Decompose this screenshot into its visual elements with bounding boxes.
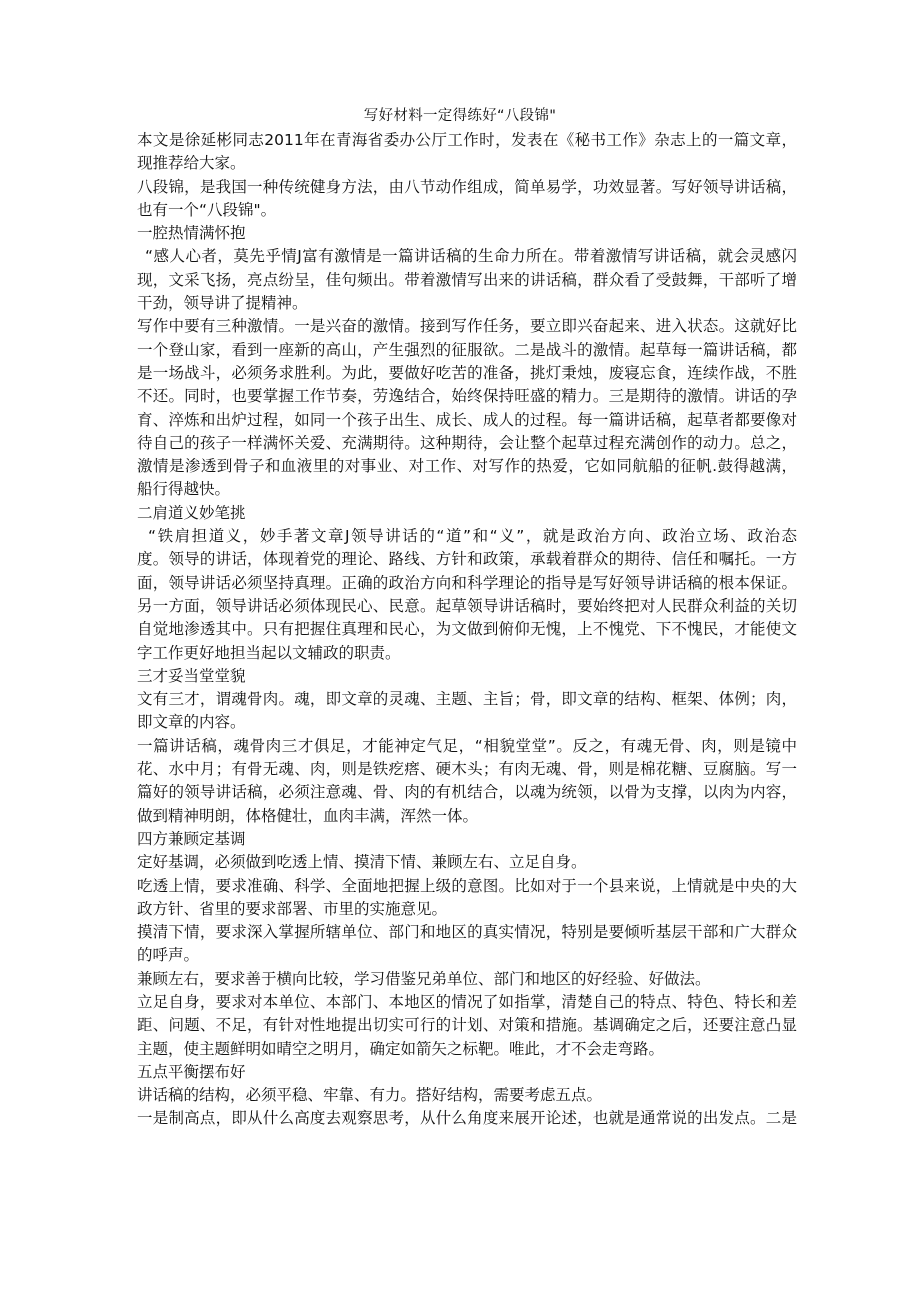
paragraph-line: 一是制高点，即从什么高度去观察思考，从什么角度来展开论述，也就是通常说的出发点。二是 (137, 1109, 797, 1128)
paragraph-line: 吃透上情，要求准确、科学、全面地把握上级的意图。比如对于一个县来说，上情就是中央的大 (137, 876, 797, 895)
paragraph-line: 现，文采飞扬，亮点纷呈，佳句频出。带着激情写出来的讲话稿，群众看了受鼓舞，干部听了增 (137, 270, 797, 289)
paragraph-line: 干劲，领导讲了提精神。 (137, 294, 308, 313)
paragraph-line: 激情是渗透到骨子和血液里的对事业、对工作、对写作的热爱，它如同航船的征帆.鼓得越满， (137, 457, 797, 476)
paragraph-line: 定好基调，必须做到吃透上情、摸清下情、兼顾左右、立足自身。 (137, 853, 587, 872)
paragraph-line: 花、水中月；有骨无魂、肉，则是铁疙瘩、硬木头；有肉无魂、骨，则是棉花糖、豆腐脑。写一 (137, 760, 797, 779)
paragraph-line: 做到精神明朗，体格健壮，血肉丰满，浑然一体。 (137, 806, 479, 825)
section-heading: 四方兼顾定基调 (137, 829, 246, 848)
paragraph-line: 距、问题、不足，有针对性地提出切实可行的计划、对策和措施。基调确定之后，还要注意凸显 (137, 1016, 797, 1035)
paragraph-line: 兼顾左右，要求善于横向比较，学习借鉴兄弟单位、部门和地区的好经验、好做法。 (137, 969, 711, 988)
paragraph-line: 的呼声。 (137, 946, 200, 965)
paragraph-line: 立足自身，要求对本单位、本部门、本地区的情况了如指掌，清楚自己的特点、特色、特长和差 (137, 992, 797, 1011)
paragraph-line: 不还。同时，也要掌握工作节奏，劳逸结合，始终保持旺盛的精力。三是期待的激情。讲话的孕 (137, 387, 797, 406)
paragraph-line: 篇好的领导讲话稿，必须注意魂、骨、肉的有机结合，以魂为统领，以骨为支撑，以肉为内容， (137, 783, 797, 802)
paragraph-line: 另一方面，领导讲话必须体现民心、民意。起草领导讲话稿时，要始终把对人民群众利益的关切 (137, 596, 797, 615)
paragraph-line: 讲话稿的结构，必须平稳、牢靠、有力。搭好结构，需要考虑五点。 (137, 1086, 603, 1105)
paragraph-line: 字工作更好地担当起以文辅政的职责。 (137, 643, 401, 662)
paragraph-line: 摸清下情，要求深入掌握所辖单位、部门和地区的真实情况，特别是要倾听基层干部和广大群众 (137, 923, 797, 942)
section-heading: 一腔热情满怀抱 (137, 224, 246, 243)
paragraph-line: 也有一个“八段锦"。 (137, 200, 277, 219)
paragraph-line: 船行得越快。 (137, 480, 231, 499)
paragraph-line: 自觉地渗透其中。只有把握住真理和民心，为文做到俯仰无愧，上不愧党、下不愧民，才能使文 (137, 620, 797, 639)
paragraph-line: 本文是徐延彬同志2011年在青海省委办公厅工作时，发表在《秘书工作》杂志上的一篇文章， (137, 131, 797, 149)
paragraph-line: 现推荐给大家。 (137, 154, 246, 173)
paragraph-line: 面，领导讲话必须坚持真理。正确的政治方向和科学理论的指导是写好领导讲话稿的根本保证。 (137, 573, 797, 592)
document-body (137, 129, 797, 1131)
paragraph-line: 写作中要有三种激情。一是兴奋的激情。接到写作任务，要立即兴奋起来、进入状态。这就好比 (137, 317, 797, 336)
section-heading: 二肩道义妙笔挑 (137, 503, 246, 522)
paragraph-line: 度。领导的讲话，体现着党的理论、路线、方针和政策，承载着群众的期待、信任和嘱托。一方 (137, 550, 797, 569)
document-title: 写好材料一定得练好“八段锦" (363, 108, 557, 124)
paragraph-line: 即文章的内容。 (137, 713, 246, 732)
paragraph-line: 八段锦，是我国一种传统健身方法，由八节动作组成，简单易学，功效显著。写好领导讲话稿， (137, 177, 797, 196)
paragraph-line: 育、淬炼和出炉过程，如同一个孩子出生、成长、成人的过程。每一篇讲话稿，起草者都要像对 (137, 410, 797, 429)
section-heading: 五点平衡摆布好 (137, 1062, 246, 1081)
paragraph-line: 待自己的孩子一样满怀关爱、充满期待。这种期待，会让整个起草过程充满创作的动力。总之， (137, 433, 797, 452)
paragraph-line: 一篇讲话稿，魂骨肉三才俱足，才能神定气足，“相貌堂堂”。反之，有魂无骨、肉，则是镜中 (137, 736, 797, 755)
paragraph-line: “铁肩担道义，妙手著文章J领导讲话的“道”和“义”，就是政治方向、政治立场、政治态 (148, 527, 797, 546)
paragraph-line: 政方针、省里的要求部署、市里的实施意见。 (137, 899, 448, 918)
paragraph-line: 是一场战斗，必须务求胜利。为此，要做好吃苦的准备，挑灯秉烛，废寝忘食，连续作战，不胜 (137, 363, 797, 382)
paragraph-line: 一个登山家，看到一座新的高山，产生强烈的征服欲。二是战斗的激情。起草每一篇讲话稿，都 (137, 340, 797, 359)
paragraph-line: 主题，使主题鲜明如晴空之明月，确定如箭矢之标靶。唯此，才不会走弯路。 (137, 1039, 665, 1058)
paragraph-line: “感人心者，莫先乎情J富有激情是一篇讲话稿的生命力所在。带着激情写讲话稿，就会灵感闪 (145, 247, 797, 266)
paragraph-line: 文有三才，谓魂骨肉。魂，即文章的灵魂、主题、主旨；骨，即文章的结构、框架、体例；肉， (137, 690, 797, 709)
section-heading: 三才妥当堂堂貌 (137, 666, 246, 685)
